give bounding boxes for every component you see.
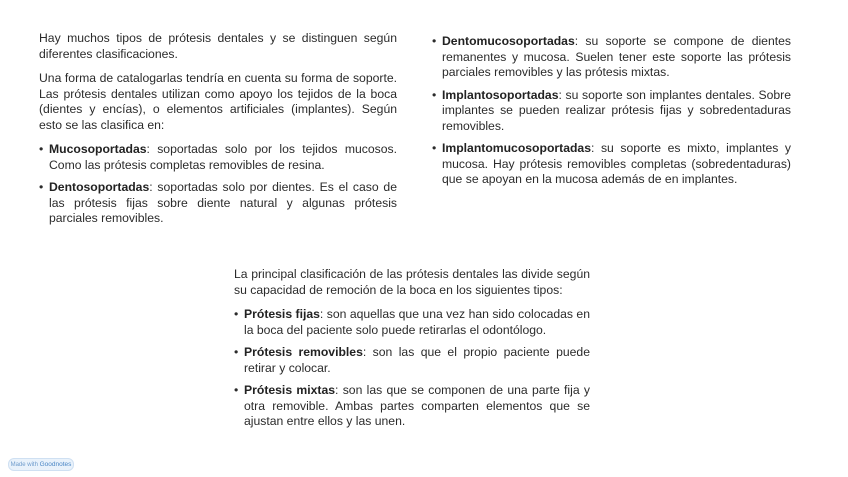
goodnotes-badge: Made with Goodnotes <box>8 458 74 471</box>
list-item: • Prótesis removibles: son las que el propio paciente puede retirar y colocar. <box>234 345 590 376</box>
term: Implantomucosoportadas <box>442 141 591 155</box>
list-item: • Prótesis fijas: son aquellas que una vez han sido colocadas en la boca del paciente solo puede retirarlas el odontólogo. <box>234 307 590 338</box>
goodnotes-logo: Goodnotes <box>39 461 72 468</box>
term: Dentomucosoportadas <box>442 34 575 48</box>
term: Prótesis mixtas <box>244 383 336 397</box>
term: Dentosoportadas <box>49 180 150 194</box>
list-item: • Prótesis mixtas: son las que se componen de una parte fija y otra removible. Ambas partes comparten elementos que se ajustan entre ellos y las unen. <box>234 383 590 430</box>
support-list-continued <box>432 34 791 188</box>
term: Mucosoportadas <box>49 142 147 156</box>
list-item: • Implantosoportadas: su soporte son implantes dentales. Sobre implantes se pueden realizar prótesis fijas y sobredentaduras removibles. <box>432 88 791 135</box>
list-item: • Mucosoportadas: soportadas solo por los tejidos mucosos. Como las prótesis completas removibles de resina. <box>39 142 397 173</box>
term: Prótesis removibles <box>244 345 363 359</box>
right-column <box>432 34 791 188</box>
list-item: • Implantomucosoportadas: su soporte es mixto, implantes y mucosa. Hay prótesis removibles completas (sobredentaduras) que se apoyan en la mucosa además de en implantes. <box>432 141 791 188</box>
term: Implantosoportadas <box>442 87 559 102</box>
removal-section <box>234 267 590 430</box>
removal-list <box>234 307 590 430</box>
removal-intro: La principal clasificación de las prótesis dentales las divide según su capacidad de remoción de la boca en los siguientes tipos: <box>234 267 590 297</box>
list-item: • Dentosoportadas: soportadas solo por dientes. Es el caso de las prótesis fijas sobre diente natural y algunas prótesis parciales removibles. <box>39 180 397 227</box>
list-item: • Dentomucosoportadas: su soporte se compone de dientes remanentes y mucosa. Suelen tener este soporte las prótesis parciales removibles y las prótesis mixtas. <box>432 34 791 81</box>
intro-paragraph: Hay muchos tipos de prótesis dentales y se distinguen según diferentes clasificaciones. <box>39 31 397 61</box>
left-column <box>39 31 397 227</box>
support-list <box>39 142 397 227</box>
term: Prótesis fijas <box>244 307 320 321</box>
support-paragraph: Una forma de catalogarlas tendría en cuenta su forma de soporte. Las prótesis dentales utilizan como apoyo los tejidos de la boca (dientes y encías), o elementos artificiales (implantes). Según esto se las clasifica en: <box>39 71 397 132</box>
